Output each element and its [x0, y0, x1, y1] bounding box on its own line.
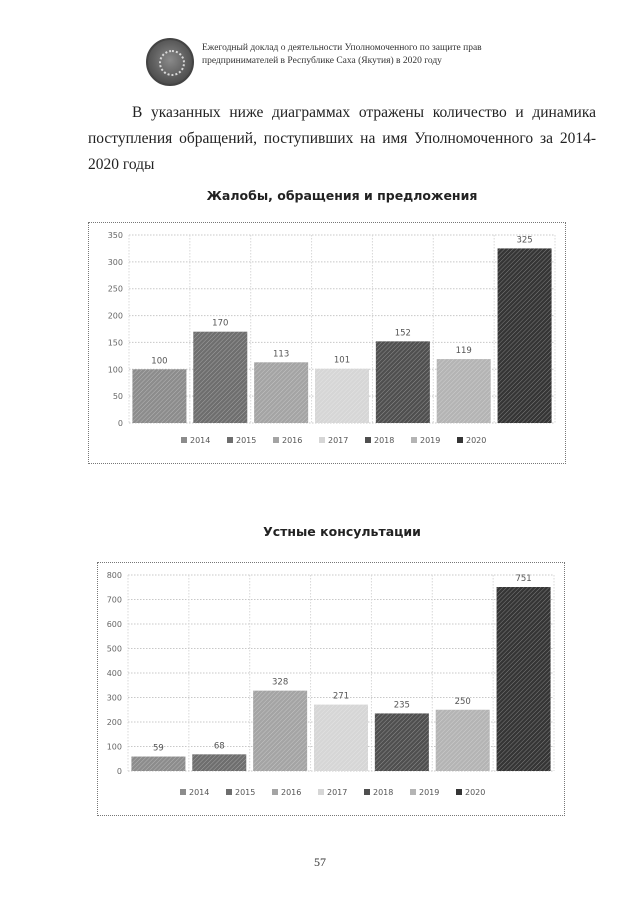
y-tick-label: 150 [107, 338, 123, 348]
y-tick-label: 50 [112, 392, 123, 402]
legend-swatch-2017 [318, 789, 324, 795]
y-tick-label: 200 [107, 311, 123, 321]
y-tick-label: 350 [107, 231, 123, 240]
page-header [146, 34, 566, 86]
data-label-2018: 152 [394, 328, 411, 339]
legend-swatch-2015 [226, 789, 232, 795]
bar-hatch-2015 [192, 754, 246, 771]
legend-label-2016: 2016 [282, 436, 303, 445]
legend-label-2014: 2014 [190, 436, 211, 445]
y-tick-label: 0 [117, 419, 123, 428]
legend-swatch-2020 [456, 789, 462, 795]
y-tick-label: 200 [106, 718, 122, 727]
legend-label-2015: 2015 [236, 436, 257, 445]
chart-title-consultations: Устные консультации [263, 524, 421, 539]
coat-of-arms-icon [146, 38, 194, 86]
y-tick-label: 100 [107, 365, 123, 375]
bar-hatch-2020 [497, 587, 551, 771]
bar-hatch-2016 [253, 691, 307, 771]
chart-consultations-svg [98, 563, 564, 815]
page-number: 57 [314, 855, 326, 869]
legend-swatch-2018 [364, 789, 370, 795]
y-tick-label: 500 [106, 644, 122, 654]
legend-swatch-2019 [410, 789, 416, 795]
bar-hatch-2014 [131, 757, 185, 771]
data-label-2018: 235 [393, 700, 410, 711]
legend-label-2019: 2019 [419, 788, 440, 797]
legend-label-2018: 2018 [373, 788, 394, 797]
bar-hatch-2017 [314, 705, 368, 771]
header-line-2: предпринимателей в Республике Саха (Якутия) в 2020 году [202, 56, 442, 66]
bar-hatch-2020 [498, 248, 552, 423]
intro-paragraph: В указанных ниже диаграммах отражены количество и динамика поступления обращений, поступивших на имя Уполномоченного за 2014-2020 годы [88, 104, 596, 173]
data-label-2020: 325 [516, 235, 533, 246]
data-label-2020: 751 [515, 574, 532, 585]
legend-label-2020: 2020 [466, 436, 487, 445]
legend-swatch-2014 [181, 437, 187, 443]
data-label-2015: 170 [212, 318, 229, 329]
bar-hatch-2018 [375, 713, 429, 771]
chart-consultations [97, 562, 565, 816]
legend-label-2015: 2015 [235, 788, 256, 797]
y-tick-label: 700 [106, 595, 122, 605]
data-label-2014: 100 [151, 356, 168, 367]
legend-label-2017: 2017 [328, 436, 349, 445]
y-tick-label: 300 [106, 693, 122, 703]
data-label-2014: 59 [153, 743, 164, 754]
legend-swatch-2014 [180, 789, 186, 795]
bar-hatch-2017 [315, 369, 369, 423]
legend-swatch-2016 [273, 437, 279, 443]
bar-hatch-2015 [193, 332, 247, 423]
chart-complaints [88, 222, 566, 464]
legend-label-2016: 2016 [281, 788, 302, 797]
data-label-2015: 68 [213, 741, 225, 752]
y-tick-label: 600 [106, 620, 122, 629]
chart-title-complaints: Жалобы, обращения и предложения [206, 188, 478, 203]
data-label-2019: 250 [454, 696, 471, 707]
legend-label-2020: 2020 [465, 788, 486, 797]
legend-label-2018: 2018 [374, 436, 395, 445]
legend-swatch-2019 [411, 437, 417, 443]
y-tick-label: 800 [106, 571, 122, 580]
bar-hatch-2018 [376, 341, 430, 423]
y-tick-label: 250 [107, 284, 123, 294]
legend-swatch-2016 [272, 789, 278, 795]
header-line-1: Ежегодный доклад о деятельности Уполномоченного по защите прав [202, 43, 482, 53]
legend-label-2017: 2017 [327, 788, 348, 797]
y-tick-label: 300 [107, 257, 123, 267]
data-label-2017: 271 [332, 691, 350, 702]
legend-label-2019: 2019 [420, 436, 441, 445]
y-tick-label: 400 [106, 669, 122, 678]
y-tick-label: 0 [116, 767, 122, 776]
data-label-2017: 101 [333, 355, 351, 366]
header-text [202, 42, 566, 68]
data-label-2019: 119 [455, 346, 472, 357]
legend-label-2014: 2014 [189, 788, 210, 797]
y-tick-label: 100 [106, 742, 122, 752]
data-label-2016: 328 [272, 677, 289, 688]
bar-hatch-2014 [132, 369, 186, 423]
bar-hatch-2019 [437, 359, 491, 423]
legend-swatch-2020 [457, 437, 463, 443]
legend-swatch-2017 [319, 437, 325, 443]
bar-hatch-2019 [436, 710, 490, 771]
chart-complaints-svg [89, 223, 565, 463]
legend-swatch-2015 [227, 437, 233, 443]
legend-swatch-2018 [365, 437, 371, 443]
data-label-2016: 113 [273, 349, 290, 360]
bar-hatch-2016 [254, 362, 308, 423]
